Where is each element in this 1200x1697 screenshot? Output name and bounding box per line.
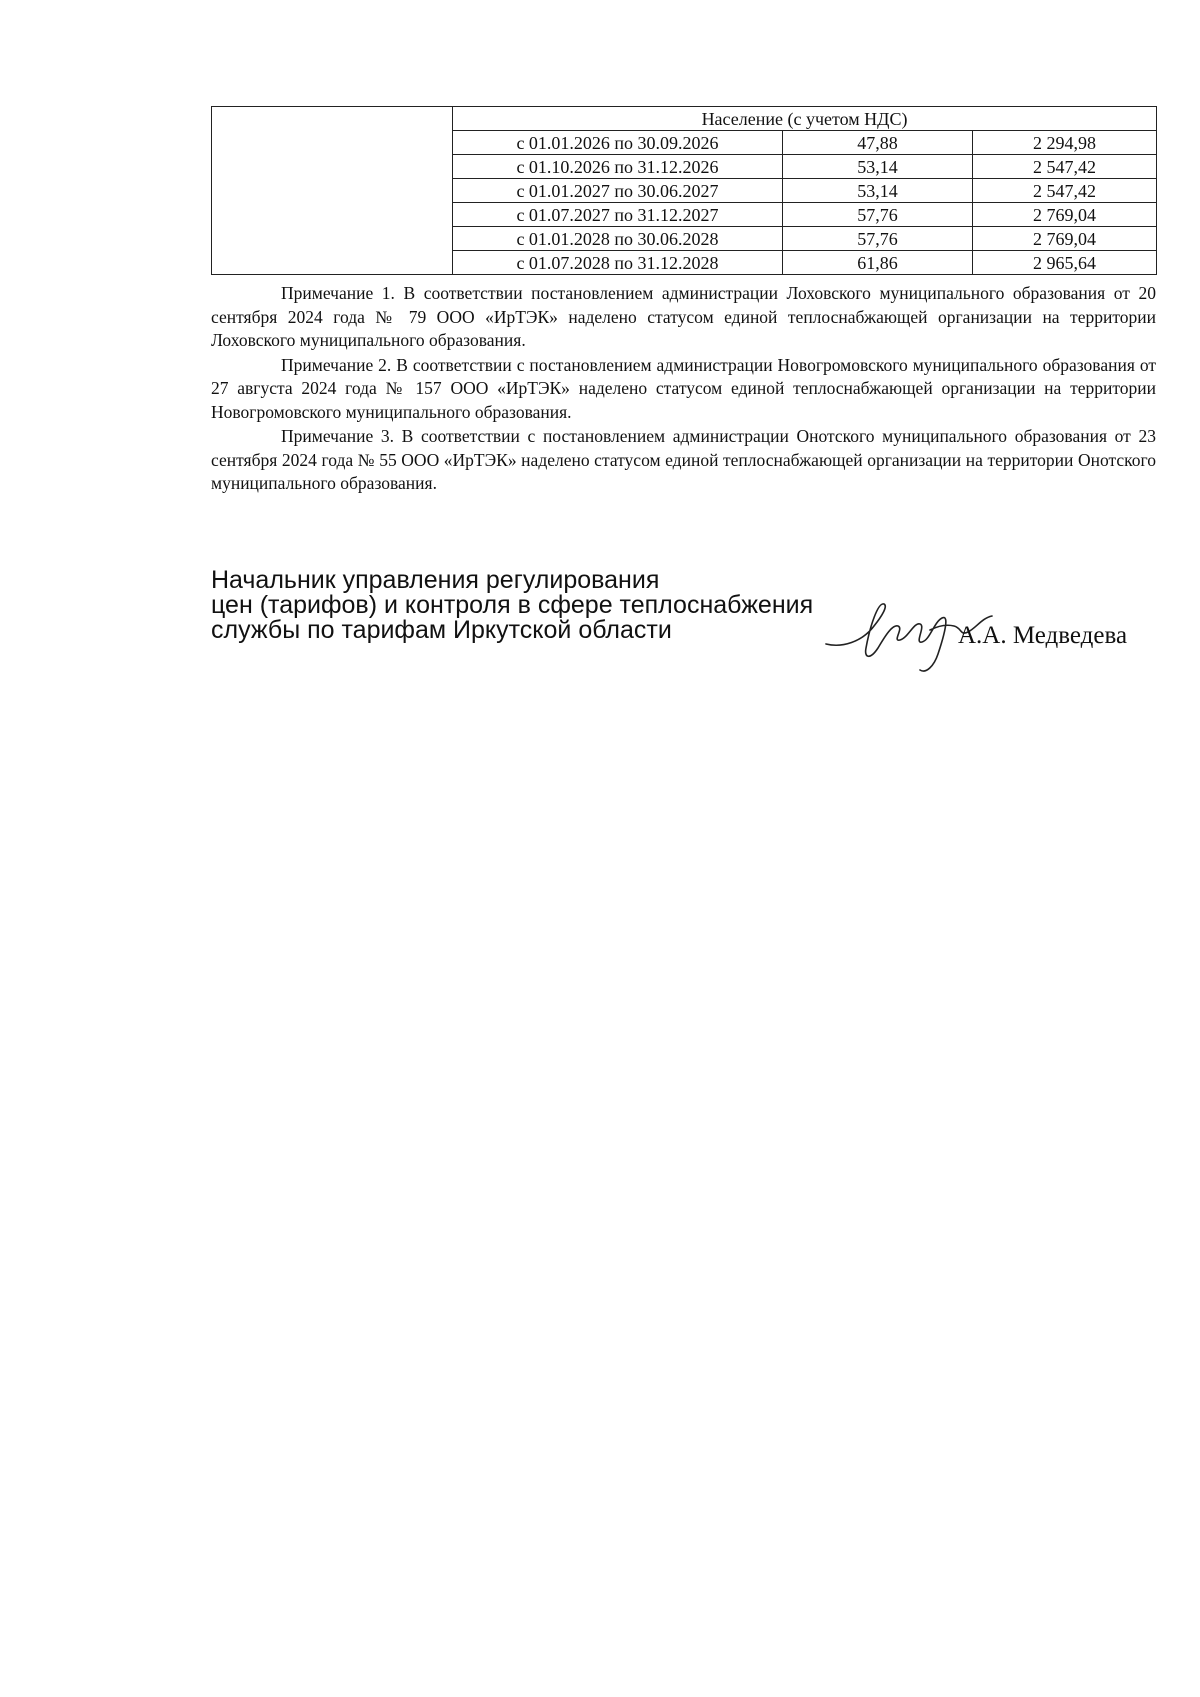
signatory-title bbox=[211, 568, 851, 643]
period-cell: с 01.07.2027 по 31.12.2027 bbox=[453, 203, 783, 227]
period-cell: с 01.01.2026 по 30.09.2026 bbox=[453, 131, 783, 155]
tariff-table bbox=[211, 106, 1157, 275]
period-cell: с 01.10.2026 по 31.12.2026 bbox=[453, 155, 783, 179]
note-3: Примечание 3. В соответствии с постановлением администрации Онотского муниципального образования от 23 сентября 2024 года № 55 ООО «ИрТЭК» наделено статусом единой теплоснабжающей организации на территории Онотского муниципального образования. bbox=[211, 426, 1156, 493]
table-blank-cell bbox=[212, 107, 453, 275]
value1-cell: 61,86 bbox=[783, 251, 973, 275]
period-cell: с 01.01.2027 по 30.06.2027 bbox=[453, 179, 783, 203]
signatory-name: А.А. Медведева bbox=[958, 622, 1128, 649]
note-2: Примечание 2. В соответствии с постановлением администрации Новогромовского муниципального образования от 27 августа 2024 года № 157 ООО «ИрТЭК» наделено статусом единой теплоснабжающей организации на территории Новогромовского муниципального образования. bbox=[211, 354, 1156, 422]
note-1: Примечание 1. В соответствии постановлением администрации Лоховского муниципального образования от 20 сентября 2024 года № 79 ООО «ИрТЭК» наделено статусом единой теплоснабжающей организации на территории Лоховского муниципального образования. bbox=[211, 283, 1156, 350]
value1-cell: 57,76 bbox=[783, 227, 973, 251]
value1-cell: 53,14 bbox=[783, 155, 973, 179]
signatory-title-line: службы по тарифам Иркутской области bbox=[211, 616, 672, 644]
value2-cell: 2 769,04 bbox=[973, 227, 1157, 251]
value2-cell: 2 294,98 bbox=[973, 131, 1157, 155]
period-cell: с 01.01.2028 по 30.06.2028 bbox=[453, 227, 783, 251]
value2-cell: 2 547,42 bbox=[973, 179, 1157, 203]
table-group-header: Население (с учетом НДС) bbox=[453, 107, 1157, 131]
value1-cell: 47,88 bbox=[783, 131, 973, 155]
period-cell: с 01.07.2028 по 31.12.2028 bbox=[453, 251, 783, 275]
notes-section bbox=[211, 282, 1156, 497]
value2-cell: 2 547,42 bbox=[973, 155, 1157, 179]
value2-cell: 2 769,04 bbox=[973, 203, 1157, 227]
value1-cell: 53,14 bbox=[783, 179, 973, 203]
value1-cell: 57,76 bbox=[783, 203, 973, 227]
table-group-header-row bbox=[212, 107, 1157, 131]
value2-cell: 2 965,64 bbox=[973, 251, 1157, 275]
signatory-title-line: Начальник управления регулирования bbox=[211, 566, 660, 594]
signatory-title-line: цен (тарифов) и контроля в сфере теплоснабжения bbox=[211, 591, 814, 619]
